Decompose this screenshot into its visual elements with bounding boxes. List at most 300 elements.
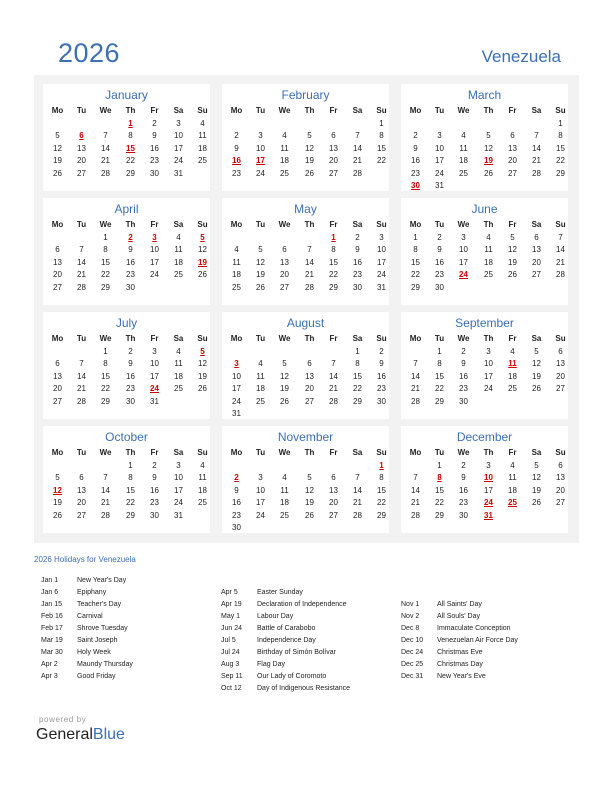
- day-cell: 15: [126, 485, 135, 495]
- day-cell: 26: [53, 168, 62, 178]
- holiday-day-cell: 24: [150, 384, 159, 394]
- holiday-day-cell: 31: [484, 510, 493, 520]
- day-cell: 15: [377, 485, 386, 495]
- day-cell: 31: [435, 181, 444, 190]
- day-cell: 11: [174, 245, 183, 255]
- day-cell: 5: [55, 473, 60, 483]
- day-cell: 18: [256, 384, 265, 394]
- day-cell: 11: [459, 143, 468, 153]
- day-cell: 13: [508, 143, 517, 153]
- day-cell: 21: [353, 498, 362, 508]
- weekday-header: Th: [304, 220, 315, 229]
- day-cell: 27: [280, 282, 289, 292]
- holiday-day-cell: 2: [234, 473, 239, 483]
- weekday-header: Tu: [255, 448, 266, 457]
- day-cell: 21: [101, 156, 110, 166]
- day-cell: 21: [77, 384, 86, 394]
- day-cell: 25: [198, 498, 207, 508]
- day-cell: 10: [459, 245, 468, 255]
- day-cell: 29: [329, 282, 338, 292]
- day-cell: 1: [103, 347, 108, 356]
- holiday-name: New Year's Day: [77, 577, 127, 584]
- holiday-row: [41, 599, 133, 611]
- day-cell: 9: [152, 131, 157, 141]
- day-cell: 20: [508, 156, 517, 166]
- weekday-header: Tu: [76, 220, 87, 229]
- day-cell: 23: [150, 498, 159, 508]
- weekday-header: Th: [304, 334, 315, 343]
- day-cell: 10: [435, 143, 444, 153]
- day-cell: 15: [101, 371, 110, 381]
- weekday-header: Sa: [173, 106, 184, 115]
- day-cell: 17: [150, 257, 159, 267]
- weekday-header: Sa: [173, 220, 184, 229]
- day-cell: 12: [484, 143, 493, 153]
- day-cell: 6: [307, 359, 312, 369]
- weekday-header: Tu: [76, 448, 87, 457]
- day-cell: 5: [307, 131, 312, 141]
- day-cell: 24: [256, 168, 265, 178]
- weekday-header: Su: [376, 448, 387, 457]
- weekday-header: Fr: [150, 220, 159, 229]
- day-cell: 8: [355, 359, 360, 369]
- holiday-name: Christmas Day: [437, 661, 483, 668]
- day-cell: 27: [305, 396, 314, 406]
- day-cell: 10: [174, 131, 183, 141]
- day-cell: 2: [379, 347, 384, 356]
- weekday-header: Su: [376, 106, 387, 115]
- day-cell: 18: [174, 371, 183, 381]
- day-cell: 2: [234, 131, 239, 141]
- holiday-row: [221, 599, 350, 611]
- day-cell: 3: [258, 131, 263, 141]
- day-cell: 4: [176, 233, 181, 242]
- holiday-date: Aug 3: [221, 661, 240, 668]
- weekday-header: Mo: [51, 334, 64, 343]
- weekday-header: Su: [376, 220, 387, 229]
- weekday-header: Th: [304, 106, 315, 115]
- holiday-day-cell: 16: [232, 156, 241, 166]
- holiday-date: Mar 30: [41, 649, 63, 656]
- weekday-header: Mo: [51, 220, 64, 229]
- holiday-day-cell: 19: [484, 156, 493, 166]
- day-cell: 15: [353, 371, 362, 381]
- day-cell: 14: [77, 371, 86, 381]
- holiday-name: Easter Sunday: [257, 589, 303, 596]
- weekday-header: We: [457, 448, 470, 457]
- day-cell: 12: [53, 143, 62, 153]
- day-cell: 13: [556, 473, 565, 483]
- holiday-day-cell: 30: [411, 181, 420, 190]
- weekday-header: Su: [197, 220, 208, 229]
- day-cell: 11: [484, 245, 493, 255]
- holiday-row: [221, 671, 350, 683]
- holiday-name: Christmas Eve: [437, 649, 483, 656]
- holiday-date: Dec 24: [401, 649, 424, 656]
- day-cell: 20: [53, 384, 62, 394]
- holiday-row: [221, 623, 350, 635]
- holiday-date: Jan 6: [41, 589, 59, 596]
- day-cell: 11: [280, 485, 289, 495]
- day-cell: 4: [200, 461, 205, 470]
- day-cell: 28: [532, 168, 541, 178]
- weekday-header: Mo: [230, 220, 243, 229]
- day-cell: 29: [377, 510, 386, 520]
- holiday-row: [41, 659, 133, 671]
- day-cell: 30: [126, 282, 135, 292]
- weekday-header: We: [278, 106, 291, 115]
- day-cell: 29: [353, 396, 362, 406]
- day-cell: 8: [331, 245, 336, 255]
- day-cell: 19: [532, 371, 541, 381]
- day-cell: 28: [101, 510, 110, 520]
- day-cell: 10: [256, 143, 265, 153]
- month-name: November: [277, 430, 334, 444]
- day-cell: 3: [176, 461, 181, 470]
- day-cell: 22: [411, 270, 420, 280]
- day-cell: 22: [101, 384, 110, 394]
- holiday-day-cell: 5: [200, 347, 205, 356]
- month-november: [222, 426, 389, 533]
- holiday-row: [41, 635, 133, 647]
- day-cell: 27: [329, 168, 338, 178]
- holiday-day-cell: 17: [256, 156, 265, 166]
- month-december: [401, 426, 568, 533]
- day-cell: 20: [556, 371, 565, 381]
- day-cell: 8: [379, 131, 384, 141]
- day-cell: 22: [101, 270, 110, 280]
- day-cell: 1: [437, 461, 442, 470]
- day-cell: 23: [459, 384, 468, 394]
- weekday-header: We: [99, 106, 112, 115]
- day-cell: 28: [77, 396, 86, 406]
- weekday-header: Fr: [508, 448, 517, 457]
- day-cell: 18: [174, 257, 183, 267]
- month-july: [43, 312, 210, 419]
- holiday-name: Saint Joseph: [77, 637, 118, 644]
- day-cell: 13: [53, 371, 62, 381]
- day-cell: 20: [556, 485, 565, 495]
- day-cell: 17: [459, 257, 468, 267]
- holiday-day-cell: 19: [198, 257, 207, 267]
- holiday-day-cell: 24: [459, 270, 468, 280]
- holiday-row: [401, 647, 518, 659]
- day-cell: 19: [198, 371, 207, 381]
- day-cell: 30: [150, 168, 159, 178]
- day-cell: 12: [305, 485, 314, 495]
- day-cell: 21: [77, 270, 86, 280]
- day-cell: 28: [556, 270, 565, 280]
- holiday-name: Holy Week: [77, 649, 111, 656]
- day-cell: 12: [508, 245, 517, 255]
- day-cell: 4: [486, 233, 491, 242]
- day-cell: 8: [558, 131, 563, 141]
- day-cell: 16: [126, 371, 135, 381]
- day-cell: 5: [534, 347, 539, 356]
- day-cell: 10: [256, 485, 265, 495]
- holiday-row: [401, 623, 518, 635]
- holiday-name: New Year's Eve: [437, 673, 486, 680]
- holiday-date: Mar 19: [41, 637, 63, 644]
- day-cell: 25: [232, 282, 241, 292]
- holiday-day-cell: 24: [484, 498, 493, 508]
- day-cell: 2: [152, 461, 157, 470]
- day-cell: 24: [232, 396, 241, 406]
- day-cell: 23: [126, 270, 135, 280]
- day-cell: 13: [305, 371, 314, 381]
- weekday-header: Su: [555, 448, 566, 457]
- day-cell: 29: [126, 510, 135, 520]
- holiday-date: May 1: [221, 613, 241, 620]
- weekday-header: Th: [483, 448, 494, 457]
- day-cell: 9: [461, 359, 466, 369]
- day-cell: 29: [101, 282, 110, 292]
- holiday-name: Carnival: [77, 613, 103, 620]
- day-cell: 18: [198, 485, 207, 495]
- day-cell: 30: [232, 523, 241, 532]
- day-cell: 22: [329, 270, 338, 280]
- day-cell: 28: [411, 510, 420, 520]
- day-cell: 30: [377, 396, 386, 406]
- day-cell: 20: [532, 257, 541, 267]
- holiday-name: All Souls' Day: [437, 613, 480, 620]
- brand-blue: Blue: [92, 726, 125, 743]
- day-cell: 14: [101, 143, 110, 153]
- day-cell: 26: [280, 396, 289, 406]
- holiday-date: Dec 10: [401, 637, 424, 644]
- day-cell: 11: [198, 131, 207, 141]
- day-cell: 25: [508, 384, 517, 394]
- weekday-header: Sa: [173, 448, 184, 457]
- holiday-row: [41, 587, 133, 599]
- weekday-header: Th: [125, 220, 136, 229]
- weekday-header: Mo: [51, 106, 64, 115]
- powered-by-text: powered by: [39, 715, 87, 724]
- day-cell: 30: [459, 396, 468, 406]
- day-cell: 6: [282, 245, 287, 255]
- holiday-row: [41, 647, 133, 659]
- day-cell: 18: [459, 156, 468, 166]
- day-cell: 20: [280, 270, 289, 280]
- holiday-date: Apr 19: [221, 601, 242, 608]
- day-cell: 22: [377, 156, 386, 166]
- weekday-header: Su: [555, 106, 566, 115]
- day-cell: 22: [126, 498, 135, 508]
- day-cell: 19: [280, 384, 289, 394]
- day-cell: 22: [556, 156, 565, 166]
- day-cell: 17: [484, 485, 493, 495]
- day-cell: 6: [79, 473, 84, 483]
- holiday-column-3: [401, 599, 518, 683]
- day-cell: 28: [411, 396, 420, 406]
- weekday-header: Sa: [531, 106, 542, 115]
- weekday-header: We: [99, 220, 112, 229]
- day-cell: 9: [413, 143, 418, 153]
- holiday-row: [401, 599, 518, 611]
- day-cell: 19: [256, 270, 265, 280]
- day-cell: 2: [437, 233, 442, 242]
- day-cell: 9: [355, 245, 360, 255]
- day-cell: 6: [510, 131, 515, 141]
- weekday-header: Fr: [508, 334, 517, 343]
- day-cell: 11: [256, 371, 265, 381]
- day-cell: 7: [355, 131, 360, 141]
- holiday-row: [221, 683, 350, 695]
- day-cell: 4: [234, 245, 239, 255]
- weekday-header: Th: [483, 334, 494, 343]
- day-cell: 3: [152, 347, 157, 356]
- day-cell: 8: [128, 131, 133, 141]
- day-cell: 9: [234, 485, 239, 495]
- holiday-name: Labour Day: [257, 613, 294, 620]
- holiday-date: Jul 24: [221, 649, 240, 656]
- weekday-header: We: [99, 448, 112, 457]
- day-cell: 29: [556, 168, 565, 178]
- day-cell: 16: [411, 156, 420, 166]
- weekday-header: Sa: [352, 220, 363, 229]
- day-cell: 16: [459, 485, 468, 495]
- month-name: August: [286, 316, 325, 330]
- day-cell: 17: [174, 485, 183, 495]
- day-cell: 15: [411, 257, 420, 267]
- day-cell: 31: [150, 396, 159, 406]
- month-august: [222, 312, 389, 419]
- day-cell: 18: [508, 485, 517, 495]
- day-cell: 22: [435, 498, 444, 508]
- day-cell: 8: [103, 359, 108, 369]
- day-cell: 18: [232, 270, 241, 280]
- day-cell: 27: [77, 168, 86, 178]
- weekday-header: Mo: [409, 106, 422, 115]
- day-cell: 10: [377, 245, 386, 255]
- day-cell: 3: [486, 347, 491, 356]
- day-cell: 17: [484, 371, 493, 381]
- holiday-date: Dec 25: [401, 661, 424, 668]
- weekday-header: Tu: [434, 220, 445, 229]
- holiday-row: [41, 671, 133, 683]
- day-cell: 27: [53, 396, 62, 406]
- day-cell: 4: [200, 119, 205, 128]
- holiday-row: [221, 647, 350, 659]
- day-cell: 31: [174, 168, 183, 178]
- day-cell: 23: [232, 168, 241, 178]
- day-cell: 27: [53, 282, 62, 292]
- holiday-name: Birthday of Simón Bolívar: [257, 649, 336, 656]
- day-cell: 17: [256, 498, 265, 508]
- day-cell: 7: [331, 359, 336, 369]
- holiday-date: Dec 31: [401, 673, 424, 680]
- weekday-header: Su: [197, 106, 208, 115]
- holiday-date: Jan 1: [41, 577, 59, 584]
- day-cell: 23: [232, 510, 241, 520]
- day-cell: 18: [280, 156, 289, 166]
- day-cell: 25: [256, 396, 265, 406]
- day-cell: 15: [101, 257, 110, 267]
- day-cell: 4: [282, 473, 287, 483]
- weekday-header: Th: [483, 220, 494, 229]
- day-cell: 25: [280, 510, 289, 520]
- holiday-row: [401, 671, 518, 683]
- day-cell: 21: [305, 270, 314, 280]
- weekday-header: Fr: [329, 106, 338, 115]
- holiday-day-cell: 1: [379, 461, 384, 470]
- holiday-day-cell: 6: [79, 131, 84, 141]
- day-cell: 20: [77, 498, 86, 508]
- month-october: [43, 426, 210, 533]
- day-cell: 12: [305, 143, 314, 153]
- day-cell: 7: [79, 245, 84, 255]
- holiday-column-1: [41, 575, 133, 683]
- holiday-row: [221, 587, 350, 599]
- weekday-header: Sa: [352, 448, 363, 457]
- day-cell: 29: [435, 510, 444, 520]
- day-cell: 14: [305, 257, 314, 267]
- day-cell: 11: [198, 473, 207, 483]
- weekday-header: Su: [555, 334, 566, 343]
- day-cell: 4: [510, 461, 515, 470]
- day-cell: 26: [53, 510, 62, 520]
- weekday-header: Fr: [329, 220, 338, 229]
- weekday-header: Mo: [230, 106, 243, 115]
- day-cell: 5: [486, 131, 491, 141]
- month-name: March: [467, 88, 502, 102]
- day-cell: 5: [282, 359, 287, 369]
- day-cell: 26: [532, 384, 541, 394]
- day-cell: 1: [379, 119, 384, 128]
- day-cell: 21: [101, 498, 110, 508]
- day-cell: 19: [53, 156, 62, 166]
- day-cell: 5: [307, 473, 312, 483]
- day-cell: 6: [534, 233, 539, 242]
- day-cell: 13: [77, 143, 86, 153]
- weekday-header: Tu: [434, 448, 445, 457]
- day-cell: 23: [435, 270, 444, 280]
- day-cell: 23: [459, 498, 468, 508]
- day-cell: 29: [101, 396, 110, 406]
- day-cell: 7: [534, 131, 539, 141]
- day-cell: 3: [176, 119, 181, 128]
- month-name: December: [456, 430, 513, 444]
- holiday-date: Feb 17: [41, 625, 63, 632]
- weekday-header: Fr: [508, 106, 517, 115]
- holiday-name: Teacher's Day: [77, 601, 122, 608]
- day-cell: 30: [459, 510, 468, 520]
- day-cell: 9: [234, 143, 239, 153]
- holiday-date: Nov 2: [401, 613, 420, 620]
- holiday-day-cell: 15: [126, 143, 135, 153]
- day-cell: 1: [355, 347, 360, 356]
- weekday-header: We: [457, 334, 470, 343]
- weekday-header: Fr: [150, 334, 159, 343]
- brand-logo[interactable]: [36, 726, 125, 744]
- holiday-day-cell: 1: [128, 119, 133, 128]
- day-cell: 21: [532, 156, 541, 166]
- weekday-header: Mo: [409, 220, 422, 229]
- holiday-day-cell: 1: [331, 233, 336, 242]
- holiday-row: [221, 635, 350, 647]
- day-cell: 14: [101, 485, 110, 495]
- day-cell: 13: [329, 143, 338, 153]
- day-cell: 1: [128, 461, 133, 470]
- day-cell: 8: [379, 473, 384, 483]
- weekday-header: We: [457, 220, 470, 229]
- holiday-name: Independence Day: [257, 637, 316, 644]
- holiday-name: Maundy Thursday: [77, 661, 133, 668]
- holiday-column-2: [221, 587, 350, 695]
- day-cell: 18: [280, 498, 289, 508]
- day-cell: 1: [103, 233, 108, 242]
- day-cell: 31: [232, 409, 241, 418]
